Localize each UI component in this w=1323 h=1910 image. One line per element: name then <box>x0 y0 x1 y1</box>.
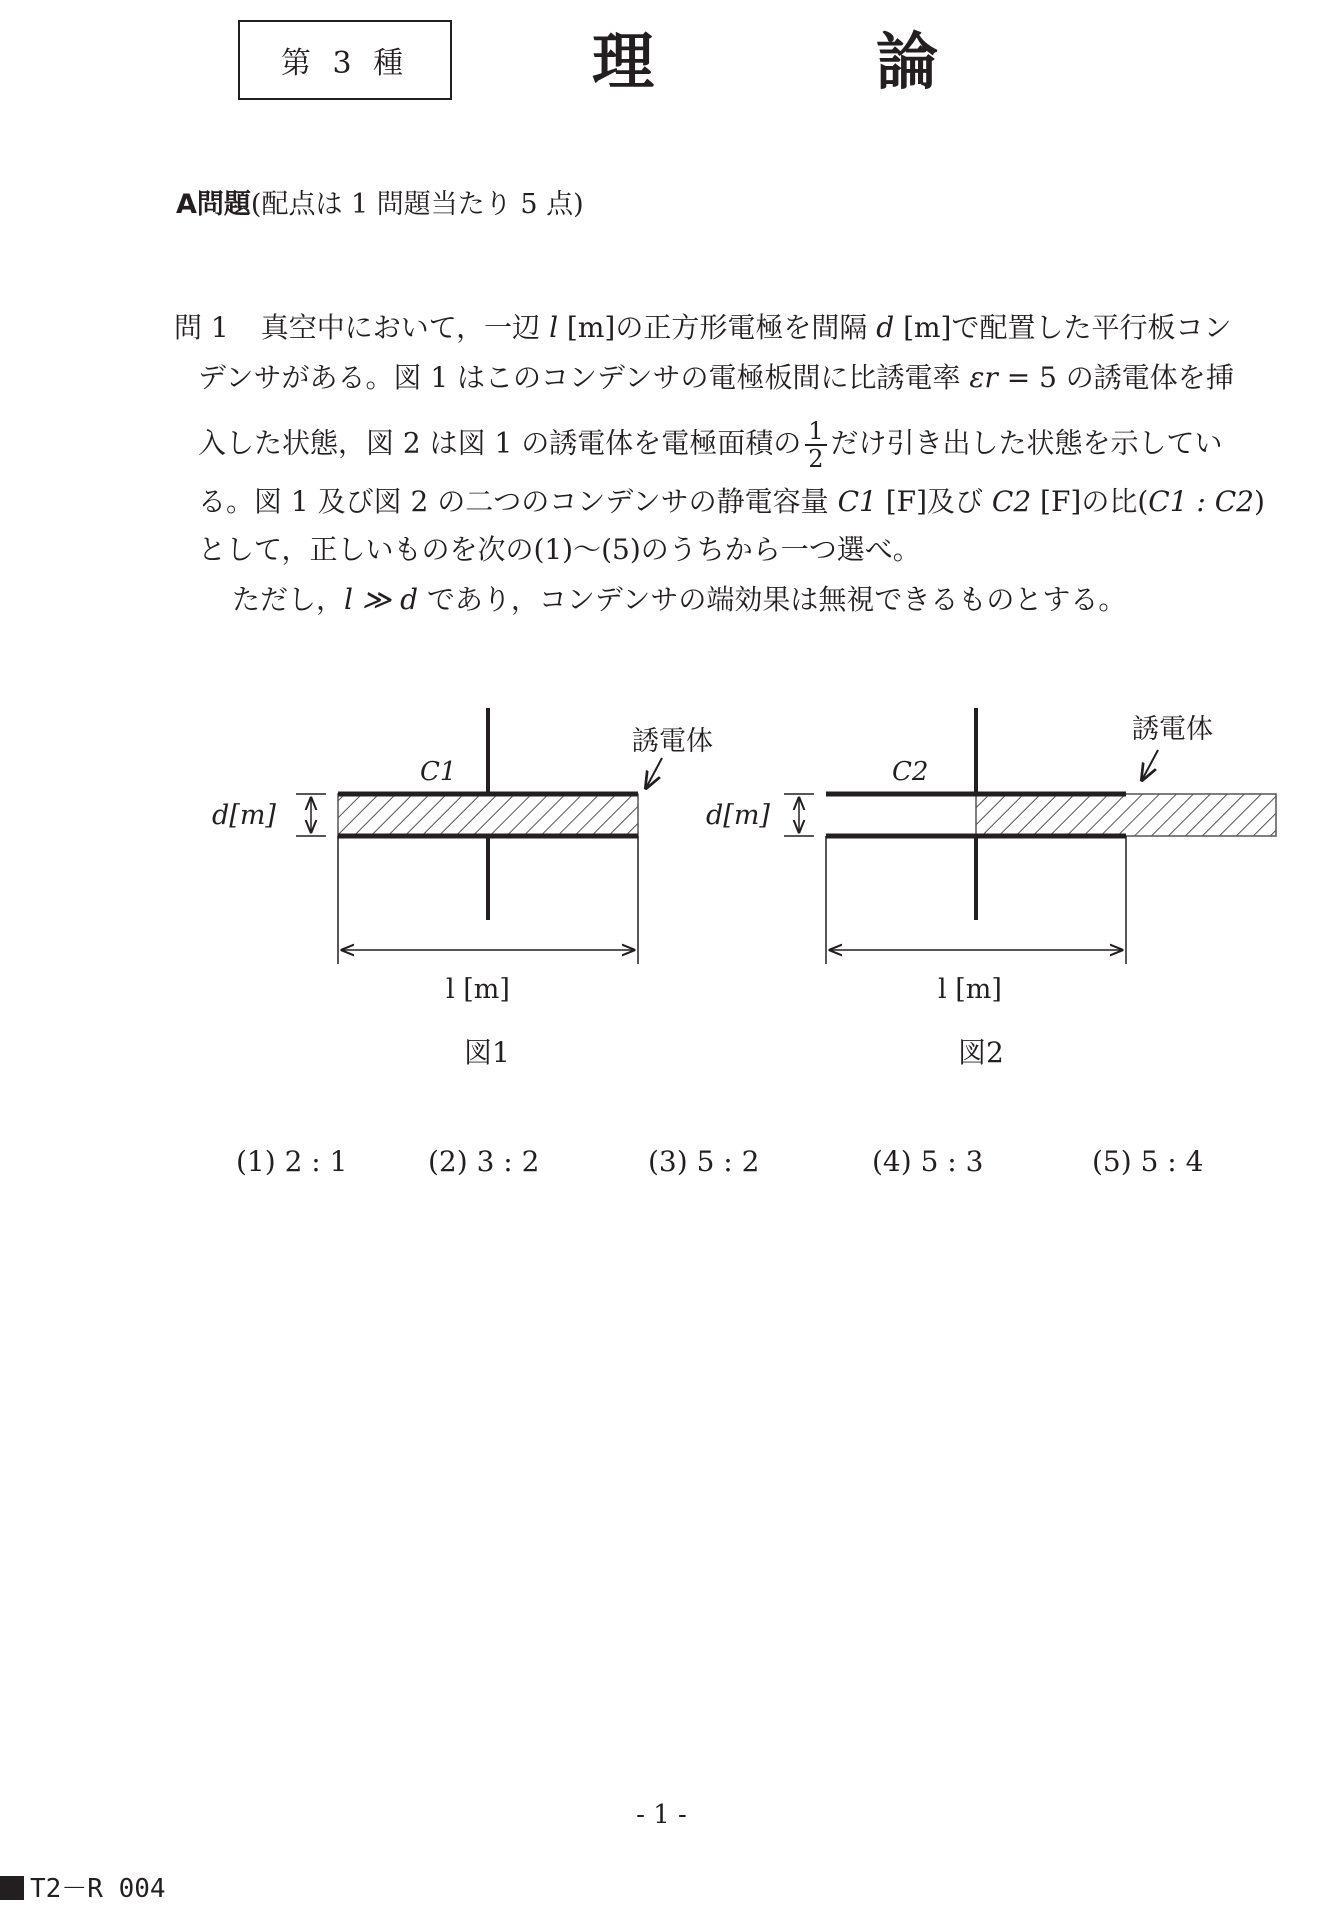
question-line-3 <box>198 418 1223 472</box>
var-epsilon-r: εr <box>969 361 998 394</box>
choice-3[interactable]: (3) 5 : 2 <box>648 1145 760 1178</box>
fraction-numerator: 1 <box>805 418 826 446</box>
q-text: ) <box>1253 485 1265 518</box>
question-line-6 <box>232 580 1126 620</box>
answer-choices <box>0 1145 1323 1185</box>
section-label: A問題 <box>176 189 251 220</box>
question-line-4 <box>198 482 1265 522</box>
choice-4[interactable]: (4) 5 : 3 <box>872 1145 984 1178</box>
q-text: であり，コンデンサの端効果は無視できるものとする。 <box>418 583 1127 616</box>
choice-5[interactable]: (5) 5 : 4 <box>1092 1145 1204 1178</box>
footer-code-row <box>0 1868 166 1905</box>
fraction-half <box>805 418 826 472</box>
q-text: [F]及び <box>876 485 992 518</box>
section-note: (配点は 1 問題当たり 5 点) <box>250 189 584 220</box>
fig1-length-label: l [m] <box>446 974 510 1005</box>
q-text: だけ引き出した状態を示してい <box>830 426 1223 460</box>
choice-1[interactable]: (1) 2 : 1 <box>236 1145 348 1178</box>
footer-code: T2－R 004 <box>30 1874 166 1904</box>
q-text: る。図 1 及び図 2 の二つのコンデンサの静電容量 <box>198 485 838 518</box>
fig1-caption: 図1 <box>464 1036 510 1069</box>
fig1-gap-label: d[m] <box>212 800 276 831</box>
q-text: 真空中において，一辺 <box>260 311 550 344</box>
fig2-gap-label: d[m] <box>706 800 770 831</box>
fig2-length-label: l [m] <box>938 974 1002 1005</box>
fig2-dielectric <box>976 794 1276 836</box>
fig1-dielectric-label: 誘電体 <box>632 726 713 757</box>
q-text: 入した状態，図 2 は図 1 の誘電体を電極面積の <box>198 426 802 460</box>
q-text: ただし， <box>232 583 345 616</box>
fig1-cap-label: C1 <box>420 757 457 787</box>
figure-2 <box>706 708 1276 1069</box>
var-ratio: C1 : C2 <box>1148 485 1254 518</box>
grade-label: 第 3 種 <box>280 46 410 81</box>
q-text: [m]の正方形電極を間隔 <box>558 311 877 344</box>
q-text: [m]で配置した平行板コン <box>894 311 1232 344</box>
question-line-2 <box>198 358 1234 398</box>
page-number: - 1 - <box>636 1800 687 1830</box>
fraction-denominator: 2 <box>808 445 824 473</box>
question-line-5 <box>198 530 921 570</box>
fig2-caption: 図2 <box>958 1036 1004 1069</box>
figure-1 <box>212 708 713 1069</box>
question-line-1 <box>174 308 1231 348</box>
fig1-dielectric-arrow <box>646 758 662 788</box>
var-c2: C2 <box>991 485 1032 518</box>
section-header <box>176 182 584 221</box>
grade-box <box>238 20 452 100</box>
var-d: d <box>876 311 895 344</box>
figures-diagram <box>0 680 1323 1080</box>
fig1-dielectric <box>338 794 638 836</box>
fig2-dielectric-label: 誘電体 <box>1132 714 1213 745</box>
var-l-gg-d: l ≫ d <box>344 583 419 616</box>
var-c1: C1 <box>837 485 877 518</box>
q-text: = 5 の誘電体を挿 <box>997 361 1234 394</box>
subject-char-2: 論 <box>876 25 939 98</box>
q-text: デンサがある。図 1 はこのコンデンサの電極板間に比誘電率 <box>198 361 970 394</box>
choice-2[interactable]: (2) 3 : 2 <box>428 1145 540 1178</box>
q-text: [F]の比( <box>1031 485 1149 518</box>
black-square-icon <box>0 1876 24 1900</box>
question-number: 問 1 <box>174 311 229 344</box>
var-l: l <box>549 311 559 344</box>
fig2-dielectric-arrow <box>1142 750 1158 780</box>
subject-char-1: 理 <box>592 25 655 98</box>
fig2-cap-label: C2 <box>892 757 929 787</box>
q-text: として，正しいものを次の(1)～(5)のうちから一つ選べ。 <box>198 533 921 566</box>
